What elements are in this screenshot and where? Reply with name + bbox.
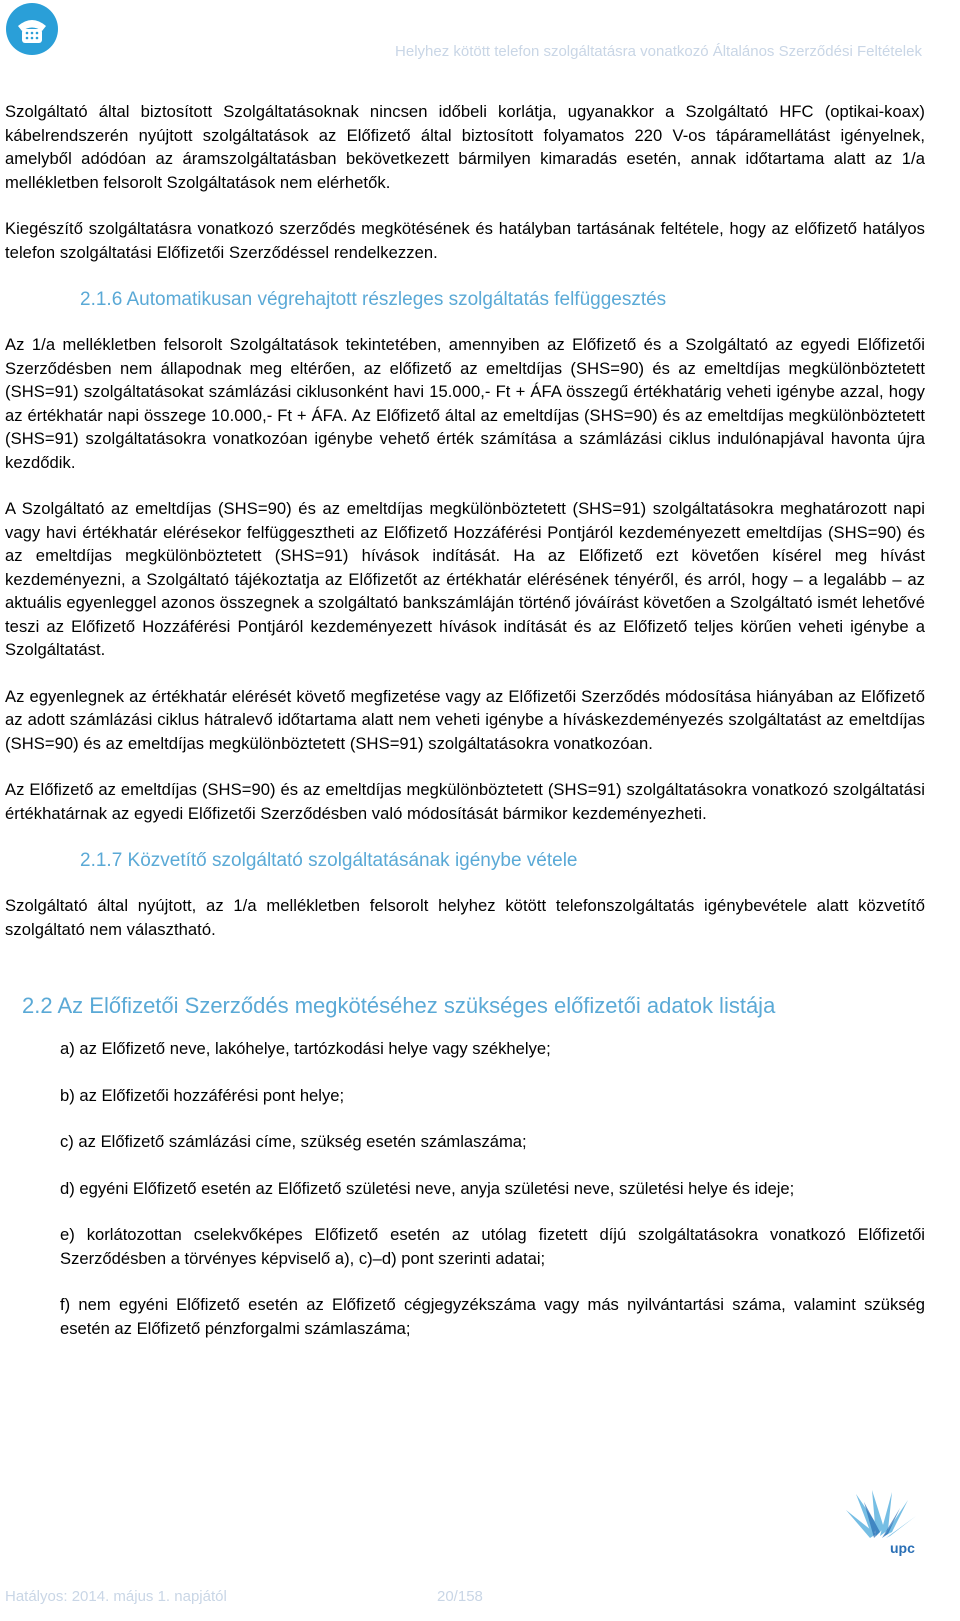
paragraph-power-supply: Szolgáltató által biztosított Szolgáltatásoknak nincsen időbeli korlátja, ugyanakkor a Szolgáltató HFC (optikai-koax) kábelrendszerén nyújtott szolgáltatások az Előfizető által biztosított folyamatos 220 V-os tápáramellátást igényelnek, amelyből adódóan az áramszolgáltatásban bekövetkezett bármilyen kimaradás esetén, annak időtartama alatt az 1/a mellékletben felsorolt Szolgáltatások nem elérhetők. (5, 102, 925, 192)
paragraph-modification: Az Előfizető az emeltdíjas (SHS=90) és az emeltdíjas megkülönböztetett (SHS=91) szolgáltatásokra vonatkozó szolgáltatási értékhatárnak az egyedi Előfizetői Szerződésben való módosítását bármikor kezdeményezheti. (5, 780, 925, 823)
paragraph-intermediary: Szolgáltató által nyújtott, az 1/a mellékletben felsorolt helyhez kötött telefonszolgáltatás igénybevétele alatt közvetítő szolgáltató nem választható. (5, 896, 925, 939)
paragraph-suspension: A Szolgáltató az emeltdíjas (SHS=90) és az emeltdíjas megkülönböztetett (SHS=91) szolgáltatásokra meghatározott napi vagy havi értékhatár elérésekor felfüggesztheti az Előfizető Hozzáférési Pontjáról kezdeményezett emeltdíjas (SHS=90) és az emeltdíjas megkülönböztetett (SHS=91) hívások indítását. Ha az Előfizető ezt követően kísérel meg hívást kezdeményezni, a Szolgáltató tájékoztatja az Előfizetőt az értékhatár elérésének tényéről, és arról, hogy – a legalább – az aktuális egyenleggel azonos összegnek a szolgáltató bankszámláján történő jóváírást követően a Szolgáltató ismét lehetővé teszi az Előfizető Hozzáférési Pontjáról kezdeményezett hívások indítását és az Előfizető teljes körűen veheti igénybe a Szolgáltatást. (5, 499, 925, 659)
list-item: d) egyéni Előfizető esetén az Előfizető születési neve, anyja születési neve, születési helye és ideje; (60, 1178, 795, 1198)
upc-brand-text: upc (890, 1540, 915, 1556)
footer-page-number: 20/158 (437, 1588, 483, 1605)
phone-logo-icon (4, 2, 60, 58)
header-title: Helyhez kötött telefon szolgáltatásra vonatkozó Általános Szerződési Feltételek (395, 43, 922, 60)
list-item: a) az Előfizető neve, lakóhelye, tartózkodási helye vagy székhelye; (60, 1039, 551, 1058)
footer-effective-date: Hatályos: 2014. május 1. napjától (5, 1588, 227, 1605)
list-item: b) az Előfizetői hozzáférési pont helye; (60, 1085, 345, 1105)
section-heading-2-1-7: 2.1.7 Közvetítő szolgáltató szolgáltatásának igénybe vétele (80, 850, 578, 871)
document-body (5, 100, 925, 1363)
list-item: f) nem egyéni Előfizető esetén az Előfizető cégjegyzékszáma vagy más nyilvántartási száma, valamint szükség esetén az Előfizető pénzforgalmi számlaszáma; (60, 1295, 925, 1338)
paragraph-value-limit: Az 1/a mellékletben felsorolt Szolgáltatások tekintetében, amennyiben az Előfizető és a Szolgáltató az egyedi Előfizetői Szerződésben nem állapodnak meg eltérően, az előfizető az emeltdíjas (SHS=90) és az emeltdíjas megkülönböztetett (SHS=91) szolgáltatásokat számlázási ciklusonként havi 15.000,- Ft + ÁFA összegű értékhatárig veheti igénybe azzal, hogy az értékhatár napi összege 10.000,- Ft + ÁFA. Az Előfizető által az emeltdíjas (SHS=90) és az emeltdíjas megkülönböztetett (SHS=91) szolgáltatásokra vonatkozóan igénybe vehető érték számítása a számlázási ciklus indulónapjával havonta újra kezdődik. (5, 335, 925, 472)
list-item: e) korlátozottan cselekvőképes Előfizető esetén az utólag fizetett díjú szolgáltatásokra vonatkozó Előfizetői Szerződésben a törvényes képviselő a), c)–d) pont szerinti adatai; (60, 1225, 925, 1268)
section-heading-2-2: 2.2 Az Előfizetői Szerződés megkötéséhez szükséges előfizetői adatok listája (22, 993, 776, 1018)
paragraph-supplementary: Kiegészítő szolgáltatásra vonatkozó szerződés megkötésének és hatályban tartásának feltétele, hogy az előfizető hatályos telefon szolgáltatási Előfizetői Szerződéssel rendelkezzen. (5, 219, 925, 262)
paragraph-balance: Az egyenlegnek az értékhatár elérését követő megfizetése vagy az Előfizetői Szerződés módosítása hiányában az Előfizető az adott számlázási ciklus hátralevő időtartama alatt nem veheti igénybe a híváskezdeményezés szolgáltatást az emeltdíjas (SHS=90) és az emeltdíjas megkülönböztetett (SHS=91) szolgáltatásokra vonatkozóan. (5, 686, 925, 753)
subscriber-data-list (5, 1037, 925, 1340)
list-item: c) az Előfizető számlázási címe, szükség esetén számlaszáma; (60, 1132, 527, 1151)
section-heading-2-1-6: 2.1.6 Automatikusan végrehajtott részleges szolgáltatás felfüggesztés (80, 289, 667, 310)
